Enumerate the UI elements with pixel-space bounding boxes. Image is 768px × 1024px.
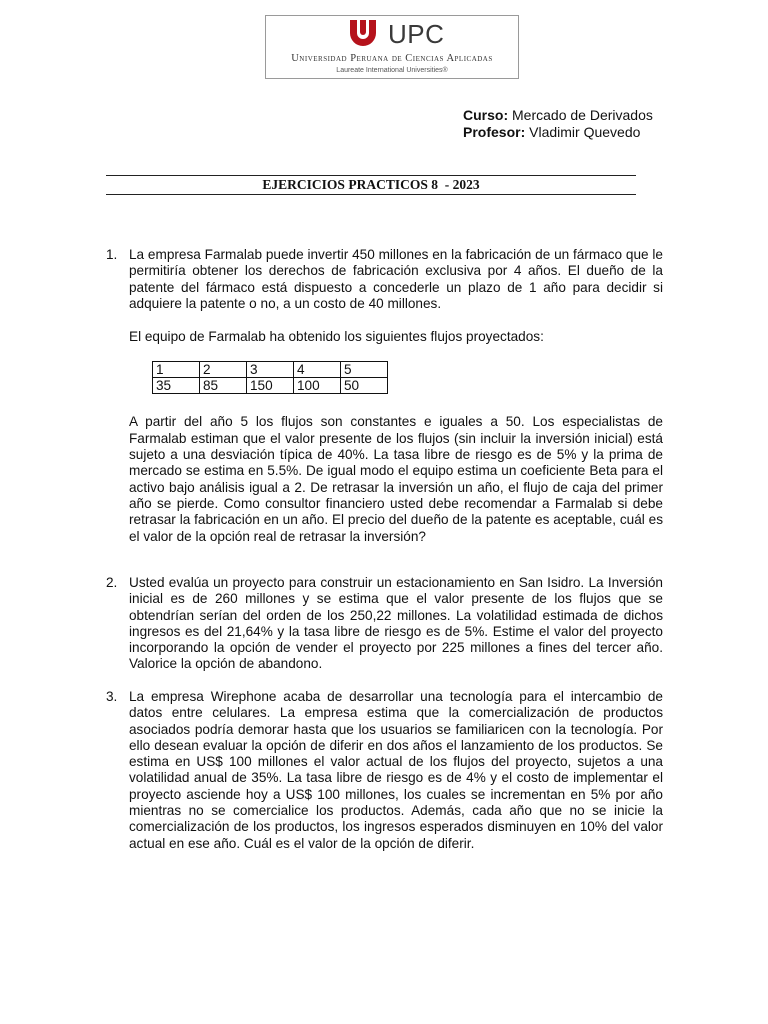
exercise-paragraph: La empresa Wirephone acaba de desarrollar una tecnología para el intercambio de datos entre celulares. La empresa estima que la comercialización de productos asociados podría demorar hasta que los usuarios se familiaricen con la tecnología. Por ello desean evaluar la opción de diferir en dos años el lanzamiento de los productos. Se estima en US$ 100 millones el valor actual de los flujos del proyecto, sujetos a una volatilidad anual de 35%. La tasa libre de riesgo es de 4% y el costo de implementar el proyecto asciende hoy a US$ 100 millones, los cuales se incrementan en 5% por año mientras no se comercialice los productos. Además, cada año que no se inicie la comercialización de los productos, los ingresos esperados disminuyen en 10% del valor actual en ese año. Cuál es el valor de la opción de diferir. xyxy=(129,689,663,851)
exercise-paragraph: A partir del año 5 los flujos son constantes e iguales a 50. Los especialistas de Farmalab estiman que el valor presente de los flujos (sin incluir la inversión inicial) está sujeto a una desviación típica de 40%. La tasa libre de riesgo es de 5% y la prima de mercado se estima en 5.5%. De igual modo el equipo estima un coeficiente Beta para el activo bajo análisis igual a 2. De retrasar la inversión un año, el flujo de caja del primer año se pierde. Como consultor financiero usted debe recomendar a Farmalab si debe retrasar la fabricación en un año. El precio del dueño de la patente es aceptable, cuál es el valor de la opción real de retrasar la inversión? xyxy=(129,414,663,544)
table-cell: 1 xyxy=(153,362,200,378)
exercise-paragraph: Usted evalúa un proyecto para construir un estacionamiento en San Isidro. La Inversión inicial es de 260 millones y se estima que el valor presente de los flujos que se obtendrían serían del orden de los 250,22 millones. La volatilidad estimada de dichos ingresos es del 21,64% y la tasa libre de riesgo es de 5%. Estime el valor del proyecto incorporando la opción de vender el proyecto por 225 millones a fines del tercer año. Valorice la opción de abandono. xyxy=(129,575,663,672)
upc-logo xyxy=(265,15,519,79)
professor-line xyxy=(463,124,653,141)
document-title: EJERCICIOS PRACTICOS 8 - 2023 xyxy=(262,177,480,192)
course-line xyxy=(463,107,653,124)
course-label: Curso: xyxy=(463,107,509,123)
table-cell: 5 xyxy=(341,362,388,378)
exercise-number: 3. xyxy=(106,689,118,704)
logo-brand: UPC xyxy=(388,19,445,49)
projected-flows-table xyxy=(152,361,388,394)
table-row xyxy=(153,378,388,394)
table-cell: 150 xyxy=(247,378,294,394)
table-cell: 35 xyxy=(153,378,200,394)
course-value: Mercado de Derivados xyxy=(512,107,653,123)
exercise-1 xyxy=(106,247,663,545)
logo-university-name: Universidad Peruana de Ciencias Aplicadas xyxy=(291,53,493,64)
title-top-rule xyxy=(106,175,636,176)
logo-network: Laureate International Universities® xyxy=(336,67,448,74)
exercise-number: 2. xyxy=(106,575,118,590)
upc-emblem-icon xyxy=(346,17,380,51)
table-cell: 3 xyxy=(247,362,294,378)
exercise-paragraph: La empresa Farmalab puede invertir 450 millones en la fabricación de un fármaco que le permitiría obtener los derechos de fabricación exclusiva por 4 años. El dueño de la patente del fármaco está dispuesto a concederle un plazo de 1 año para decidir si adquiere la patente o no, a un costo de 40 millones. xyxy=(129,247,663,311)
professor-value: Vladimir Quevedo xyxy=(529,124,641,140)
exercise-paragraph: El equipo de Farmalab ha obtenido los siguientes flujos proyectados: xyxy=(129,329,544,345)
table-cell: 4 xyxy=(294,362,341,378)
title-bottom-rule xyxy=(106,194,636,195)
table-cell: 2 xyxy=(200,362,247,378)
exercise-2 xyxy=(106,575,663,673)
table-cell: 50 xyxy=(341,378,388,394)
table-cell: 100 xyxy=(294,378,341,394)
exercise-3 xyxy=(106,689,663,852)
exercise-number: 1. xyxy=(106,247,118,262)
professor-label: Profesor: xyxy=(463,124,526,140)
course-info xyxy=(463,107,653,141)
table-row xyxy=(153,362,388,378)
table-cell: 85 xyxy=(200,378,247,394)
